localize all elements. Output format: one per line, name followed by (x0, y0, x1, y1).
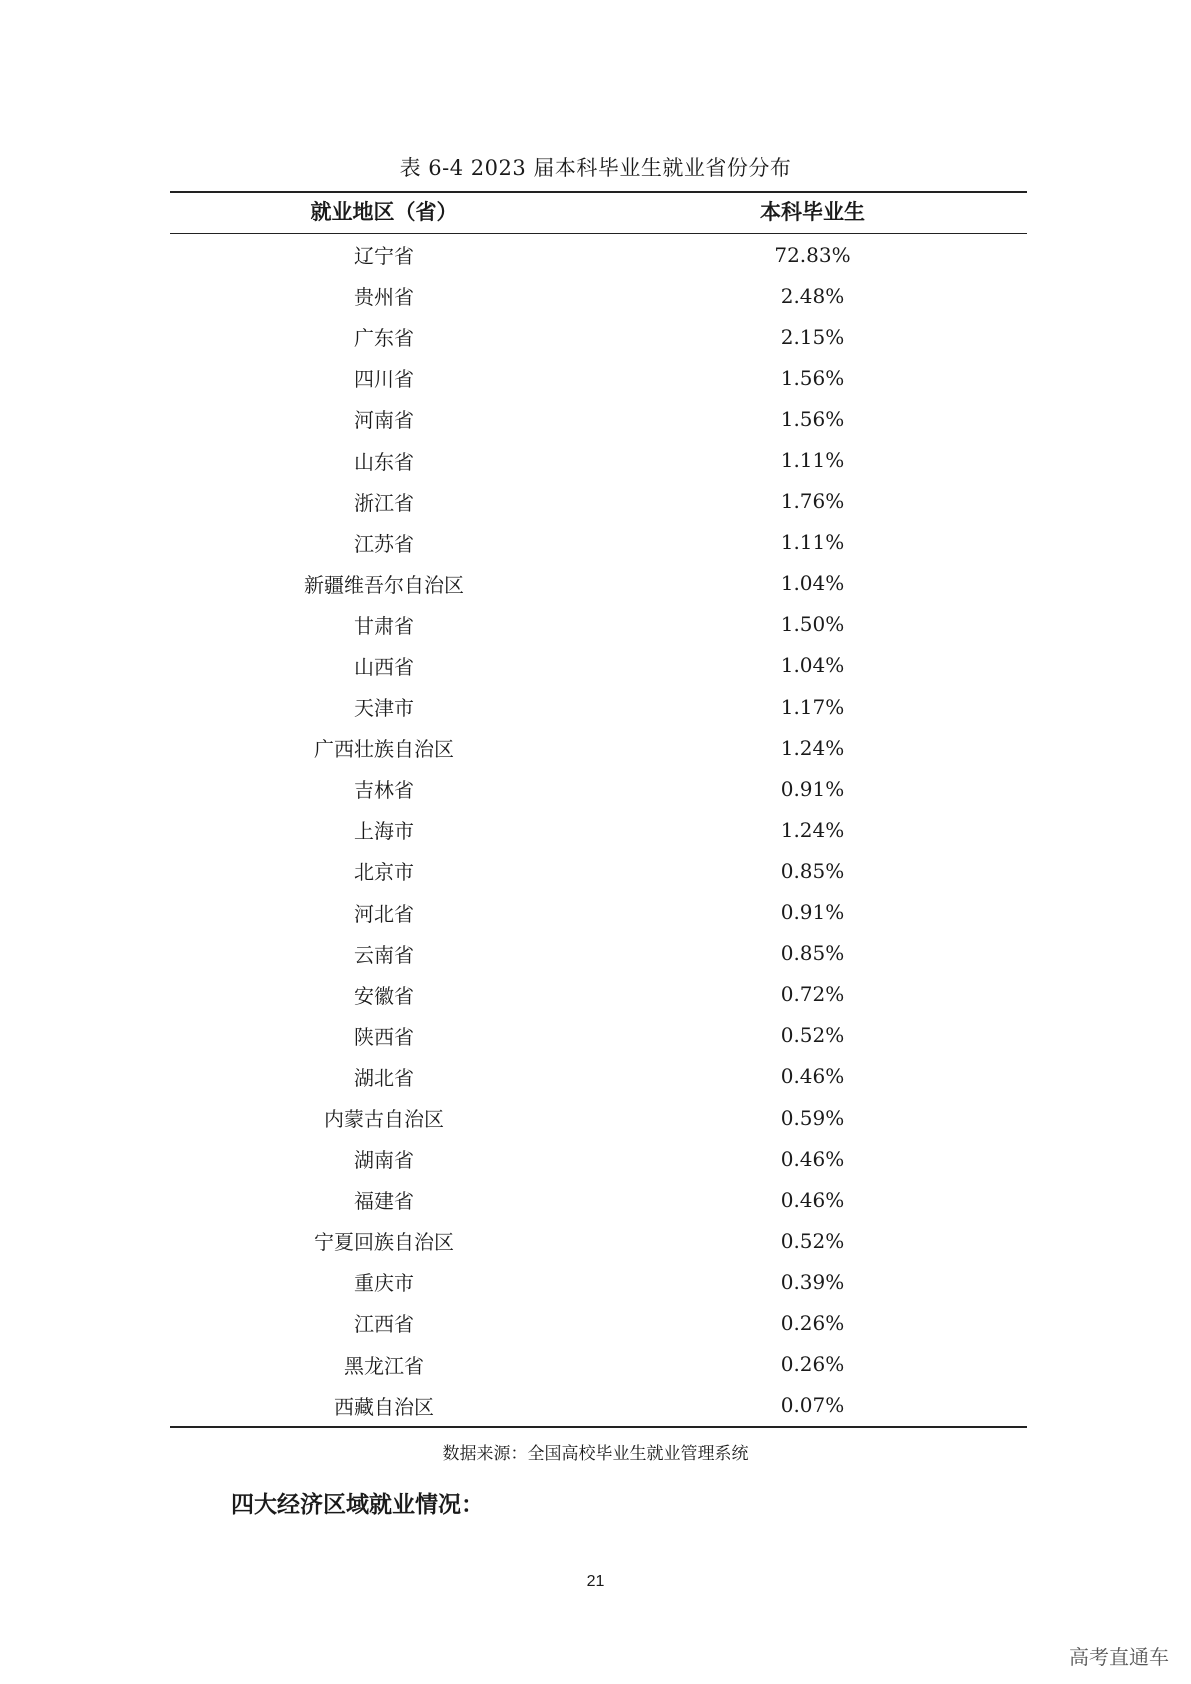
table-row (170, 1097, 1027, 1138)
percentage-cell: 1.76% (780, 489, 845, 514)
table-row (170, 1138, 1027, 1179)
percentage-cell: 0.91% (780, 776, 845, 801)
percentage-cell: 0.85% (780, 858, 845, 883)
percentage-cell: 2.48% (780, 283, 845, 308)
table-row (170, 316, 1027, 357)
table-row (170, 481, 1027, 522)
percentage-cell: 1.11% (780, 448, 845, 473)
percentage-cell: 1.50% (780, 612, 845, 637)
percentage-cell: 0.39% (780, 1269, 845, 1294)
region-cell: 山东省 (354, 449, 414, 474)
region-cell: 云南省 (354, 942, 414, 967)
table-row (170, 768, 1027, 809)
table-row (170, 809, 1027, 850)
table-row (170, 604, 1027, 645)
percentage-cell: 72.83% (774, 242, 851, 267)
percentage-cell: 1.56% (780, 365, 845, 390)
table-row (170, 234, 1027, 275)
region-cell: 浙江省 (354, 490, 414, 515)
percentage-cell: 0.46% (780, 1146, 845, 1171)
region-cell: 上海市 (354, 819, 414, 844)
percentage-cell: 1.56% (780, 406, 845, 431)
table-row (170, 1056, 1027, 1097)
region-cell: 广西壮族自治区 (314, 737, 454, 762)
data-source-note: 数据来源：全国高校毕业生就业管理系统 (442, 1444, 749, 1464)
region-cell: 吉林省 (354, 778, 414, 803)
table-row (170, 1179, 1027, 1220)
percentage-cell: 1.17% (780, 694, 845, 719)
section-heading: 四大经济区域就业情况： (231, 1492, 484, 1518)
table-row (170, 974, 1027, 1015)
column-header-region: 就业地区（省） (310, 200, 458, 224)
watermark-logo-text: 高考直通车 (1069, 1645, 1169, 1669)
table-row (170, 398, 1027, 439)
percentage-cell: 1.24% (780, 735, 845, 760)
percentage-cell: 0.46% (780, 1187, 845, 1212)
table-row (170, 933, 1027, 974)
table-row (170, 892, 1027, 933)
percentage-cell: 0.52% (780, 1228, 845, 1253)
region-cell: 陕西省 (354, 1024, 414, 1049)
region-cell: 江西省 (354, 1312, 414, 1337)
region-cell: 天津市 (354, 696, 414, 721)
region-cell: 新疆维吾尔自治区 (304, 572, 464, 597)
region-cell: 福建省 (354, 1189, 414, 1214)
percentage-cell: 0.46% (780, 1064, 845, 1089)
percentage-cell: 1.24% (780, 817, 845, 842)
table-row (170, 1344, 1027, 1385)
table-row (170, 645, 1027, 686)
table-row (170, 1385, 1027, 1426)
region-cell: 河北省 (354, 901, 414, 926)
region-cell: 四川省 (354, 367, 414, 392)
table-row (170, 1261, 1027, 1302)
table-row (170, 522, 1027, 563)
table-row (170, 1015, 1027, 1056)
region-cell: 安徽省 (354, 983, 414, 1008)
region-cell: 内蒙古自治区 (324, 1107, 444, 1132)
page-number: 21 (586, 1573, 605, 1590)
table-row (170, 275, 1027, 316)
table-row (170, 1220, 1027, 1261)
table-row (170, 357, 1027, 398)
region-cell: 山西省 (354, 654, 414, 679)
region-cell: 湖北省 (354, 1065, 414, 1090)
percentage-cell: 2.15% (780, 324, 845, 349)
percentage-cell: 0.59% (780, 1105, 845, 1130)
percentage-cell: 0.07% (780, 1393, 845, 1418)
table-bottom-rule (170, 1426, 1027, 1428)
percentage-cell: 0.91% (780, 900, 845, 925)
region-cell: 辽宁省 (354, 244, 414, 269)
percentage-cell: 1.04% (780, 653, 845, 678)
table-row (170, 850, 1027, 891)
table-caption: 表 6-4 2023 届本科毕业生就业省份分布 (399, 156, 792, 180)
table-body (170, 234, 1027, 1426)
percentage-cell: 0.26% (780, 1352, 845, 1377)
region-cell: 西藏自治区 (334, 1394, 434, 1419)
region-cell: 河南省 (354, 408, 414, 433)
percentage-cell: 0.52% (780, 1023, 845, 1048)
percentage-cell: 0.72% (780, 982, 845, 1007)
region-cell: 重庆市 (354, 1271, 414, 1296)
region-cell: 甘肃省 (354, 613, 414, 638)
region-cell: 湖南省 (354, 1148, 414, 1173)
region-cell: 贵州省 (354, 285, 414, 310)
table-row (170, 439, 1027, 480)
percentage-cell: 1.04% (780, 571, 845, 596)
table-row (170, 1302, 1027, 1343)
region-cell: 江苏省 (354, 531, 414, 556)
percentage-cell: 1.11% (780, 530, 845, 555)
column-header-undergraduate: 本科毕业生 (760, 200, 865, 224)
table-row (170, 686, 1027, 727)
region-cell: 黑龙江省 (344, 1353, 424, 1378)
region-cell: 宁夏回族自治区 (314, 1230, 454, 1255)
table-row (170, 563, 1027, 604)
percentage-cell: 0.85% (780, 941, 845, 966)
table-row (170, 727, 1027, 768)
region-cell: 广东省 (354, 326, 414, 351)
table-top-rule (170, 191, 1027, 193)
percentage-cell: 0.26% (780, 1310, 845, 1335)
region-cell: 北京市 (354, 860, 414, 885)
